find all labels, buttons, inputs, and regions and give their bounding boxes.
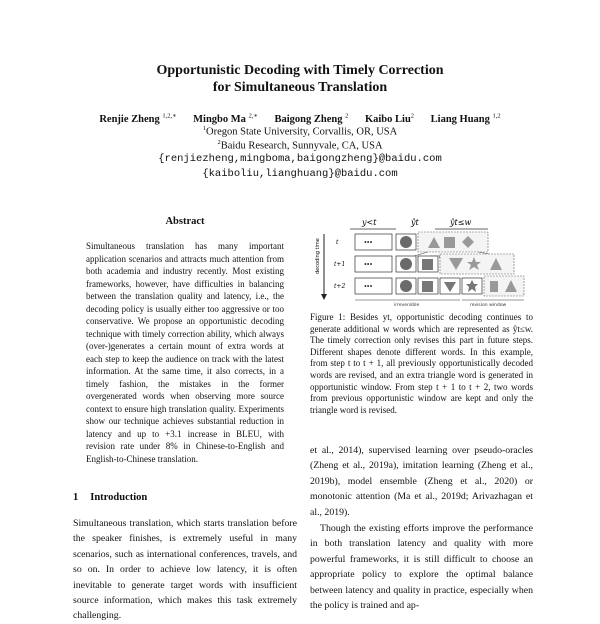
abstract-body	[86, 240, 284, 465]
introduction-text: Simultaneous translation, which starts translation before the speaker finishes, is extremely useful in many scenarios, such as international conferences, travels, and so on. In order to achieve low latency, it is often inevitable to generate target words with insufficient source information, which makes this task extremely challenging.	[73, 518, 297, 622]
abstract-text: Simultaneous translation has many important application scenarios and attracts much attention from both academia and industry recently. Most existing frameworks, however, have difficulties in balancing between the translation quality and latency, i.e., the decoding policy is usually either too aggressive or too conservative. We propose an opportunistic decoding technique with timely correction ability, which always (over-)generates a certain mount of extra words at each step to keep the audience on track with the latest information. At the same time, it also corrects, in a timely fashion, the mistakes in the former overgenerated words when observing more source context to ensure high translation quality. Experiments show our technique achieves substantial reduction in latency and up to +3.1 increase in BLEU, with revision rate under 8% in Chinese-to-English and English-to-Chinese translation.	[86, 241, 284, 464]
circle-word	[400, 236, 412, 248]
title-line-1: Opportunistic Decoding with Timely Correction	[156, 63, 444, 78]
row-label-t1: t+1	[334, 261, 346, 268]
decoding-diagram	[310, 212, 534, 307]
paragraph-text: Though the existing efforts improve the performance in both translation latency and quality with more powerful frameworks, it is still difficult to choose an appropriate policy to explore the optimal balance between latency and quality in practice, especially when the policy is trained and ap-	[310, 523, 533, 612]
introduction-body	[73, 516, 297, 624]
irreversible-label: irreversible	[394, 303, 420, 307]
row-label-t: t	[336, 239, 339, 246]
circle-word	[400, 280, 412, 292]
prefix-box	[355, 278, 392, 294]
caption-text: Figure 1: Besides yt, opportunistic decoding continues to generate additional w words which are represented as ŷt≤w. The timely correction only revises this part in future steps. Different shapes denote different words. In this example, from step t to t + 1, all previously opportunistically decoded words are revised, and an extra triangle word is generated in opportunistic window. From step t + 1 to t + 2, two words from previous opportunistic window are kept and only the triangle word is revised.	[310, 312, 533, 415]
author: Renjie Zheng $^{1,2,∗}$	[99, 112, 177, 125]
prefix-box	[355, 234, 392, 250]
label-y-t-window: ŷt≤w	[450, 218, 472, 227]
related-work-continued	[310, 443, 533, 520]
section-number: 1	[73, 492, 79, 503]
time-axis-arrow	[321, 294, 327, 300]
author: Liang Huang $^{1,2}$	[430, 112, 501, 125]
circle-word	[400, 258, 412, 270]
square-word	[422, 259, 433, 270]
row-label-t2: t+2	[334, 283, 346, 290]
section-heading	[73, 492, 147, 503]
bar-word	[490, 281, 498, 292]
revision-label: revision window	[470, 303, 507, 307]
prefix-box	[355, 256, 392, 272]
abstract-heading: Abstract	[165, 216, 205, 227]
author-list	[0, 111, 600, 125]
paper-title	[0, 62, 600, 96]
figure-caption	[310, 312, 533, 416]
section-title: Introduction	[90, 492, 148, 503]
square-word	[422, 281, 433, 292]
label-y-lt: y<t	[362, 218, 377, 227]
author: Baigong Zheng $^2$	[274, 112, 349, 125]
square-word	[444, 237, 455, 248]
affiliation-2: $^2$Baidu Research, Sunnyvale, CA, USA	[217, 139, 383, 152]
author: Kaibo Liu$^2$	[364, 112, 415, 125]
email-line-2: {kaiboliu,lianghuang}@baidu.com	[202, 168, 398, 180]
prefix-dots: •••	[364, 238, 373, 247]
prefix-dots: •••	[364, 260, 373, 269]
related-work-text: et al., 2014), supervised learning over pseudo-oracles (Zheng et al., 2019a), imitation learning (Zheng et al., 2019b), model ensemble (Zheng et al., 2020) or monotonic attention (Ma et al., 2019d; Arivazhagan et al., 2019).	[310, 445, 533, 518]
email-line-1: {renjiezheng,mingboma,baigongzheng}@baidu.com	[158, 153, 442, 165]
prefix-dots: •••	[364, 282, 373, 291]
correction-arrow	[414, 252, 428, 256]
author: Mingbo Ma $^{2,∗}$	[193, 112, 258, 125]
affiliation-1: $^1$Oregon State University, Corvallis, OR, USA	[202, 125, 398, 138]
title-line-2: for Simultaneous Translation	[212, 80, 388, 95]
axis-label: decoding time	[315, 238, 321, 274]
label-y-t: ŷt	[411, 218, 419, 227]
figure-1	[310, 212, 534, 307]
